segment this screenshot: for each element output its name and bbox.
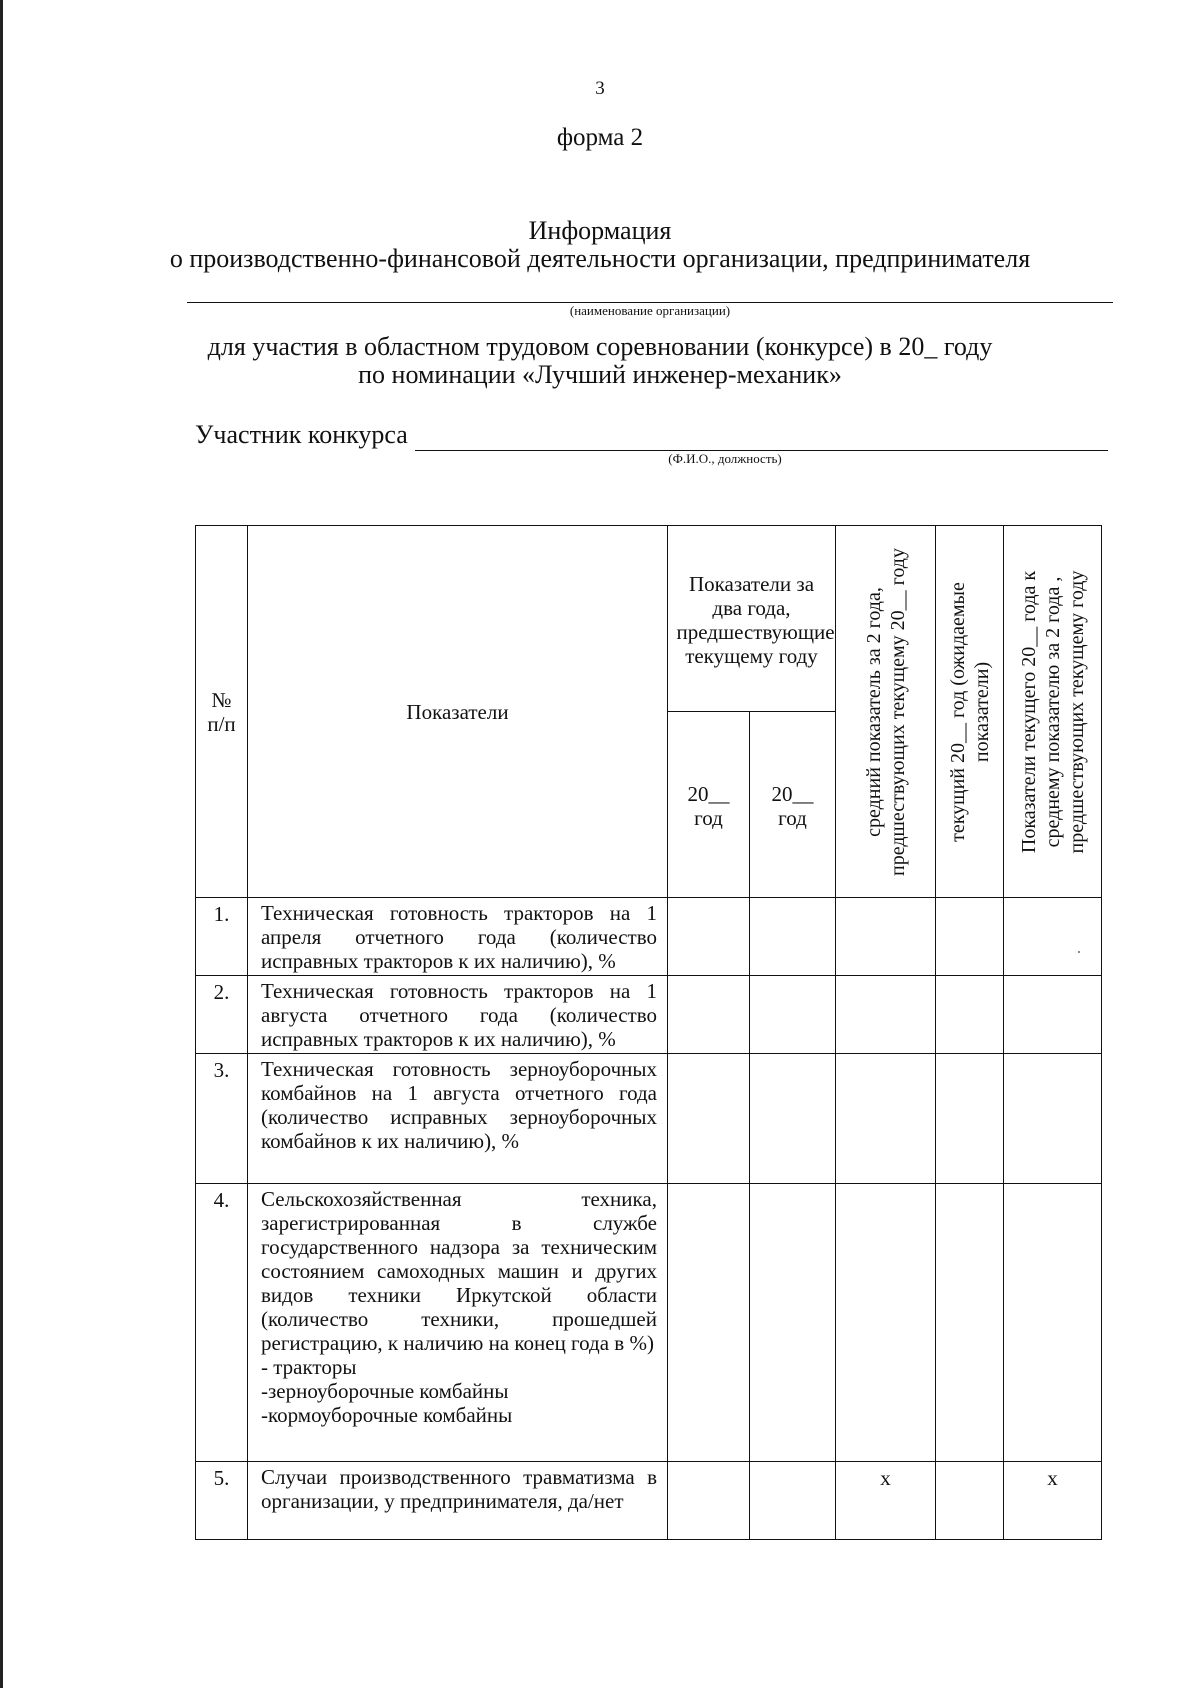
header-num: № п/п [196,526,248,898]
table-row [196,1184,1102,1462]
page-number: 3 [595,78,605,99]
row-description: Сельскохозяйственная техника, зарегистрированная в службе государственного надзора за техническим состоянием самоходных машин и других видов техники Иркутской области (количество техники, прошедшей регистрацию, к наличию на конец года в %) - тракторы -зерноуборочные комбайны -кормоуборочные комбайны [248,1184,668,1462]
cell-current [936,1054,1004,1184]
cell-year-a [668,898,750,976]
cell-year-b [750,1462,836,1540]
cell-current [936,1462,1004,1540]
form-label: форма 2 [556,124,644,151]
row-num: 3. [196,1054,248,1184]
cell-current [936,976,1004,1054]
cell-average: x [836,1462,936,1540]
cell-current [936,1184,1004,1462]
header-ratio: Показатели текущего 20__ года к среднему показателю за 2 года , предшествующих текущему году [1004,526,1102,898]
cell-year-a [668,976,750,1054]
header-year-b: 20__ год [750,712,836,898]
cell-current [936,898,1004,976]
participant-label: Участник конкурса [195,420,408,449]
cell-year-a [668,1054,750,1184]
cell-year-b [750,1184,836,1462]
cell-average [836,898,936,976]
cell-year-a [668,1184,750,1462]
table-row [196,898,1102,976]
doc-title: Информация [528,216,672,245]
row-description: Техническая готовность зерноуборочных комбайнов на 1 августа отчетного года (количество исправных зерноуборочных комбайнов к их наличию), % [248,1054,668,1184]
cell-year-b [750,1054,836,1184]
cell-year-b [750,898,836,976]
header-average: средний показатель за 2 года, предшествующих текущему 20__ году [836,526,936,898]
table-row [196,1054,1102,1184]
row-description: Техническая готовность тракторов на 1 апреля отчетного года (количество исправных тракторов к их наличию), % [248,898,668,976]
row-description: Техническая готовность тракторов на 1 августа отчетного года (количество исправных тракторов к их наличию), % [248,976,668,1054]
row-num: 1. [196,898,248,976]
participant-caption: (Ф.И.О., должность) [668,451,782,466]
cell-ratio [1004,898,1102,976]
row-description: Случаи производственного травматизма в организации, у предпринимателя, да/нет [248,1462,668,1540]
purpose-line-1: для участия в областном трудовом соревновании (конкурсе) в 20_ году [207,332,993,361]
table-row [196,976,1102,1054]
row-num: 2. [196,976,248,1054]
header-prev-two-years: Показатели за два года, предшествующие текущему году [668,526,836,712]
scan-speck [1078,951,1080,953]
header-year-a: 20__ год [668,712,750,898]
cell-average [836,1184,936,1462]
cell-ratio [1004,976,1102,1054]
cell-average [836,1054,936,1184]
header-current: текущий 20__ год (ожидаемые показатели) [936,526,1004,898]
purpose-line-2: по номинации «Лучший инженер-механик» [358,360,842,389]
indicators-table [195,525,1102,1540]
cell-year-a [668,1462,750,1540]
cell-ratio: x [1004,1462,1102,1540]
cell-ratio [1004,1054,1102,1184]
doc-subtitle: о производственно-финансовой деятельности организации, предпринимателя [169,244,1031,273]
row-num: 4. [196,1184,248,1462]
cell-average [836,976,936,1054]
org-name-caption: (наименование организации) [569,303,731,318]
table-row [196,1462,1102,1540]
cell-ratio [1004,1184,1102,1462]
header-indicators: Показатели [248,526,668,898]
cell-year-b [750,976,836,1054]
row-num: 5. [196,1462,248,1540]
